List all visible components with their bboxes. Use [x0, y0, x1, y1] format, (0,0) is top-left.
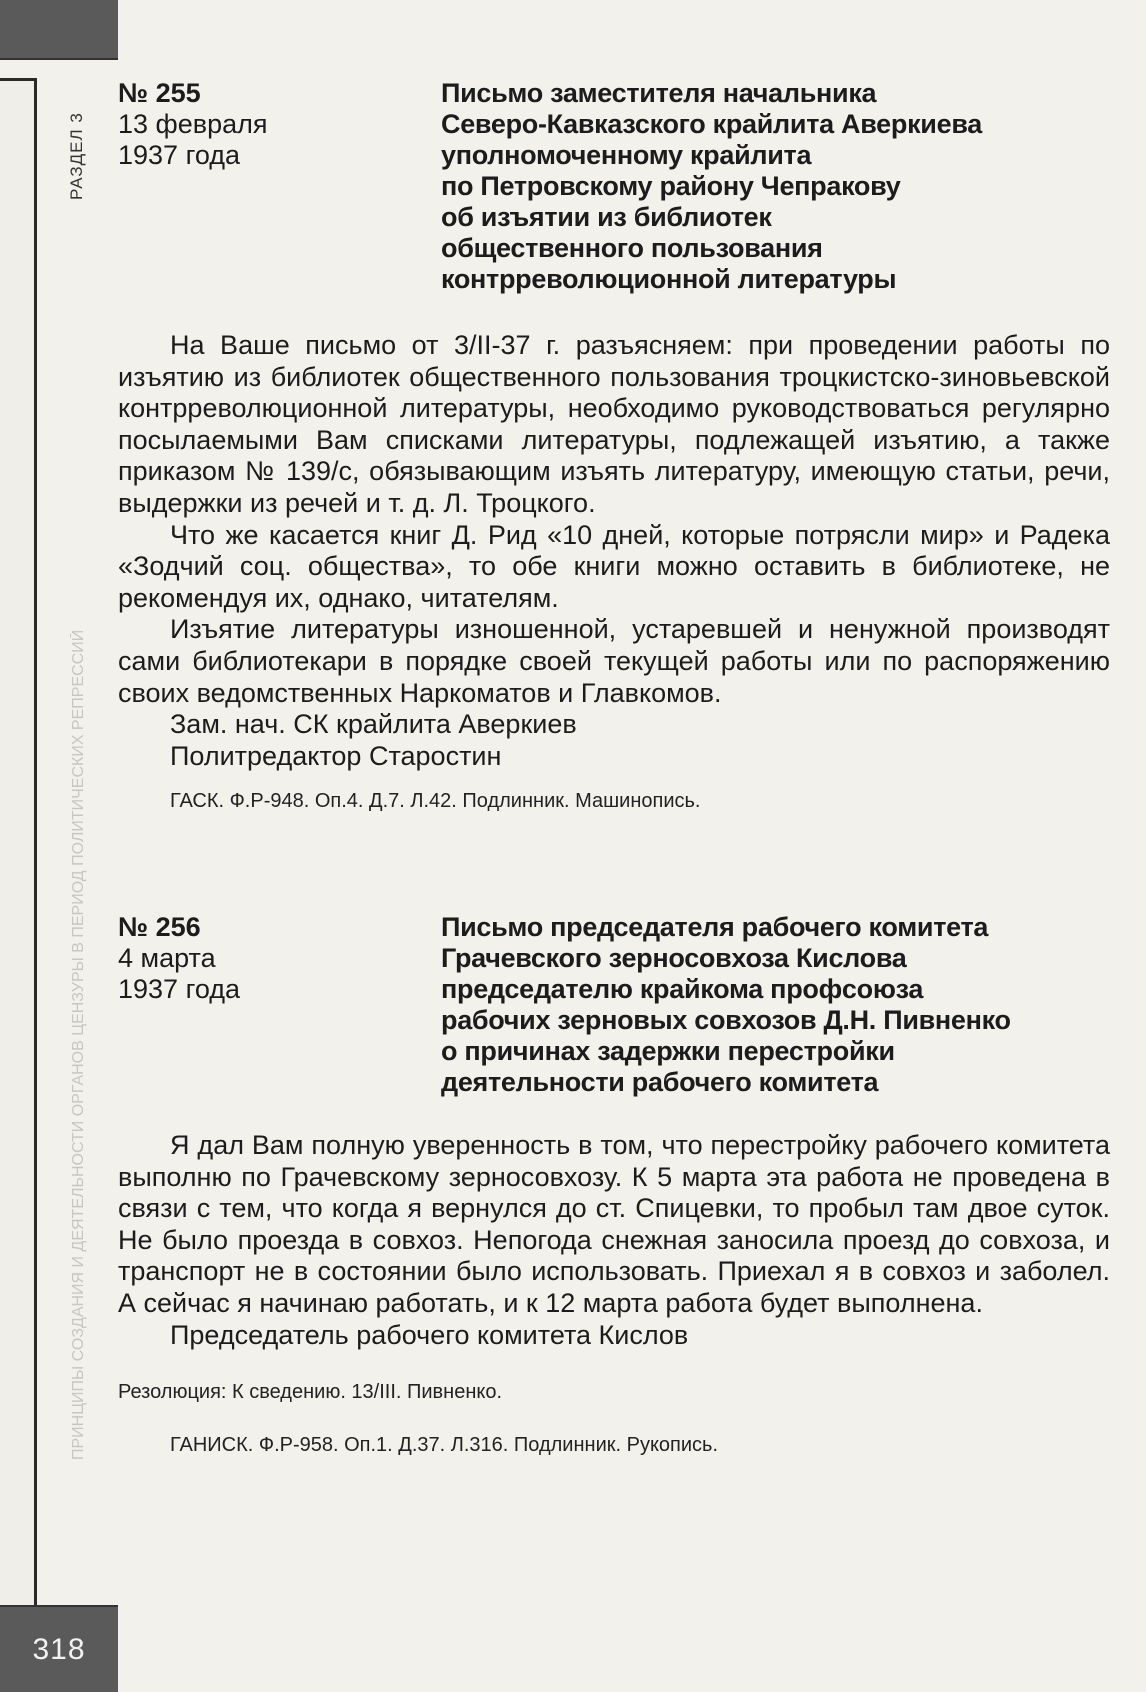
doc-255-title [441, 78, 1121, 295]
doc-256-title-line: деятельности рабочего комитета [441, 1067, 879, 1097]
doc-256-body [118, 1130, 1110, 1457]
doc-255-title-line: Северо-Кавказского крайлита Аверкиева [441, 109, 982, 139]
page-number: 318 [32, 1632, 86, 1666]
signature: Политредактор Старостин [170, 740, 502, 771]
doc-255-date-year: 1937 года [118, 140, 241, 170]
doc-256-title-line: о причинах задержки перестройки [441, 1036, 895, 1066]
paragraph: Что же касается книг Д. Рид «10 дней, которые потрясли мир» и Радека «Зодчий соц. общества», то обе книги можно оставить в библиотеке, не рекомендуя их, однако, читателям. [118, 519, 1110, 613]
doc-255-date-day: 13 февраля [118, 109, 268, 139]
doc-256-meta [118, 912, 418, 1005]
paragraph: На Ваше письмо от 3/II-37 г. разъясняем: при проведении работы по изъятию из библиотек общественного пользования троцкистско-зиновьевской контрреволюционной литературы, необходимо руководствоваться регулярно посылаемыми Вам списками литературы, подлежащей изъятию, а также приказом № 139/с, обязывающим изъять литературу, имеющую статьи, речи, выдержки из речей и т. д. Л. Троцкого. [118, 330, 1110, 518]
page-number-tab [0, 1605, 118, 1692]
top-corner-tab [0, 0, 118, 60]
doc-255-title-line: Письмо заместителя начальника [441, 78, 877, 108]
doc-256-title-line: рабочих зерновых совхозов Д.Н. Пивненко [441, 1005, 1011, 1035]
section-label: РАЗДЕЛ 3 [67, 112, 86, 200]
doc-255-meta [118, 78, 418, 171]
doc-255-title-line: об изъятии из библиотек [441, 202, 772, 232]
doc-256-date-day: 4 марта [118, 943, 216, 973]
doc-256-title-line: Грачевского зерносовхоза Кислова [441, 943, 907, 973]
signature: Председатель рабочего комитета Кислов [170, 1319, 689, 1350]
paragraph: Я дал Вам полную уверенность в том, что перестройку рабочего комитета выполню по Грачевскому зерносовхозу. К 5 марта эта работа не проведена в связи с тем, что когда я вернулся до ст. Спицевки, то пробыл там двое суток. Не было проезда в совхоз. Непогода снежная заносила проезд до совхоза, и транспорт не в состоянии было использовать. Приехал я в совхоз и заболел. А сейчас я начинаю работать, и к 12 марта работа будет выполнена. [118, 1130, 1110, 1318]
doc-256-date-year: 1937 года [118, 974, 241, 1004]
doc-255-title-line: контрреволюционной литературы [441, 264, 897, 294]
doc-255-title-line: по Петровскому району Чепракову [441, 171, 901, 201]
archive-source: ГАСК. Ф.Р-948. Оп.4. Д.7. Л.42. Подлинник. Машинопись. [170, 790, 701, 813]
doc-255-title-line: уполномоченному крайлита [441, 140, 812, 170]
doc-256-number: № 256 [118, 912, 201, 942]
doc-255-text [118, 330, 1110, 709]
doc-256-title-line: председателю крайкома профсоюза [441, 974, 924, 1004]
doc-256-title-line: Письмо председателя рабочего комитета [441, 912, 989, 942]
resolution: Резолюция: К сведению. 13/III. Пивненко. [118, 1381, 503, 1404]
doc-255-number: № 255 [118, 78, 201, 108]
doc-255-body [118, 330, 1110, 813]
faint-vertical-text: ПРИНЦИПЫ СОЗДАНИЯ И ДЕЯТЕЛЬНОСТИ ОРГАНОВ ЦЕНЗУРЫ В ПЕРИОД ПОЛИТИЧЕСКИХ РЕПРЕССИЙ [70, 629, 87, 1460]
paragraph: Изъятие литературы изношенной, устаревшей и ненужной производят сами библиотекари в порядке своей текущей работы или по распоряжению своих ведомственных Наркоматов и Главкомов. [118, 614, 1110, 708]
doc-256-text [118, 1130, 1110, 1320]
doc-256-title [441, 912, 1121, 1098]
doc-255-title-line: общественного пользования [441, 233, 823, 263]
signature: Зам. нач. СК крайлита Аверкиев [170, 709, 577, 740]
side-frame [0, 78, 37, 1614]
archive-source: ГАНИСК. Ф.Р-958. Оп.1. Д.37. Л.316. Подлинник. Рукопись. [170, 1434, 719, 1457]
